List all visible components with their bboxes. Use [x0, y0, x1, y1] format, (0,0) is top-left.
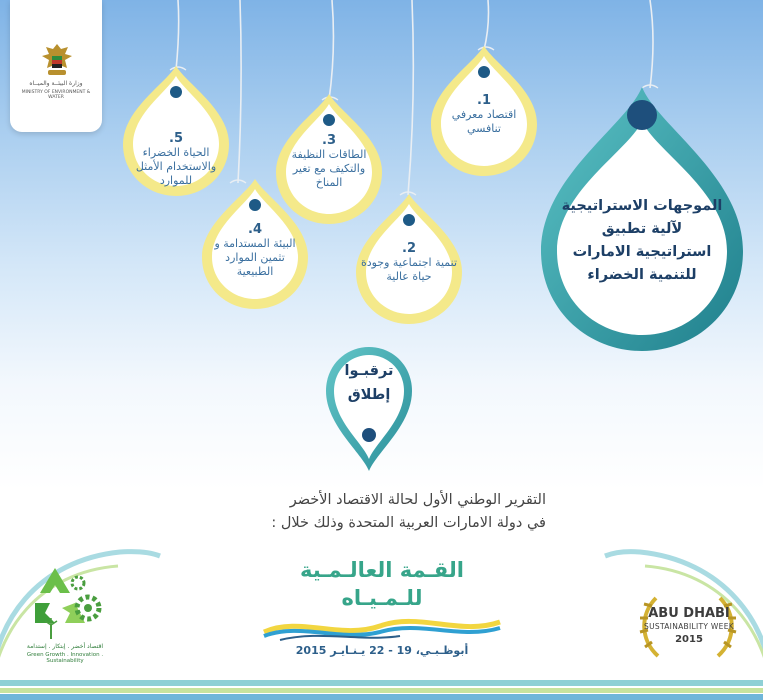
water-wave-icon [260, 612, 504, 642]
summit-date: أبوظـبـي، 19 - 22 يـنـايـر 2015 [295, 644, 469, 657]
drop-number: 1. [477, 93, 491, 108]
green-growth-tagline-en: Green Growth . Innovation . Sustainability [26, 652, 104, 664]
drop-label: الحياة الخضراء والاستخدام الأمثل للموارد [135, 146, 217, 187]
drop-label: الطاقات النظيفة والتكيف مع تغير المناخ [291, 148, 367, 189]
summit-title-line-1: القـمة العالـمـية [300, 558, 464, 582]
main-drop-line-1: الموجهات الاستراتيجية [561, 198, 723, 214]
main-drop-line-4: للتنمية الخضراء [587, 267, 697, 283]
main-drop-text [549, 195, 735, 287]
drop-text [435, 94, 533, 136]
ministry-logo-card [10, 0, 102, 132]
adsw-year: 2015 [675, 634, 703, 645]
drop-label: تنمية اجتماعية وجودة حياة عالية [360, 256, 458, 283]
adsw-subtitle: SUSTAINABILITY WEEK [644, 622, 734, 631]
main-drop-line-2: لآلية تطبيق [601, 221, 683, 237]
drop-number: 4. [248, 222, 262, 237]
drop-text [360, 242, 458, 284]
drop-item-2 [350, 190, 468, 330]
report-line-2: في دولة الامارات العربية المتحدة وذلك خلال : [271, 515, 546, 531]
bottom-strip-blue [0, 694, 763, 700]
drop-label: البيئة المستدامة و تثمين الموارد الطبيعية [214, 237, 296, 278]
drop-item-4 [196, 175, 314, 315]
ministry-name-en: MINISTRY OF ENVIRONMENT & WATER [21, 90, 91, 100]
main-strategy-drop [537, 85, 747, 355]
report-announcement [190, 489, 546, 535]
launch-pin [322, 343, 416, 473]
main-drop-line-3: استراتيجية الامارات [572, 244, 712, 260]
world-water-summit-logo [246, 556, 518, 666]
bottom-strip-green [0, 688, 763, 693]
drop-text [206, 223, 304, 279]
drop-item-1 [425, 42, 543, 182]
report-line-1: التقرير الوطني الأول لحالة الاقتصاد الأخضر [289, 492, 546, 508]
uae-emblem-icon [40, 42, 74, 78]
ministry-name-ar: وزارة البيئــة والميــاه [29, 80, 83, 87]
drop-number: 2. [402, 241, 416, 256]
drop-label: اقتصاد معرفي تنافسي [451, 108, 517, 135]
pin-text [328, 359, 410, 407]
pin-line-1: ترقبـوا [344, 363, 394, 379]
drop-number: 3. [322, 133, 336, 148]
recycle-gear-icon [0, 558, 140, 643]
adsw-title: ABU DHABI [648, 606, 730, 621]
green-growth-logo [0, 558, 140, 683]
adsw-logo [608, 560, 763, 685]
drop-number: 5. [169, 131, 183, 146]
pin-line-2: إطلاق [347, 387, 391, 403]
green-growth-tagline-ar: اقتصاد أخضر . إبتكار . إستدامة [26, 643, 104, 650]
summit-title-line-2: للـمـيـاه [341, 586, 423, 610]
